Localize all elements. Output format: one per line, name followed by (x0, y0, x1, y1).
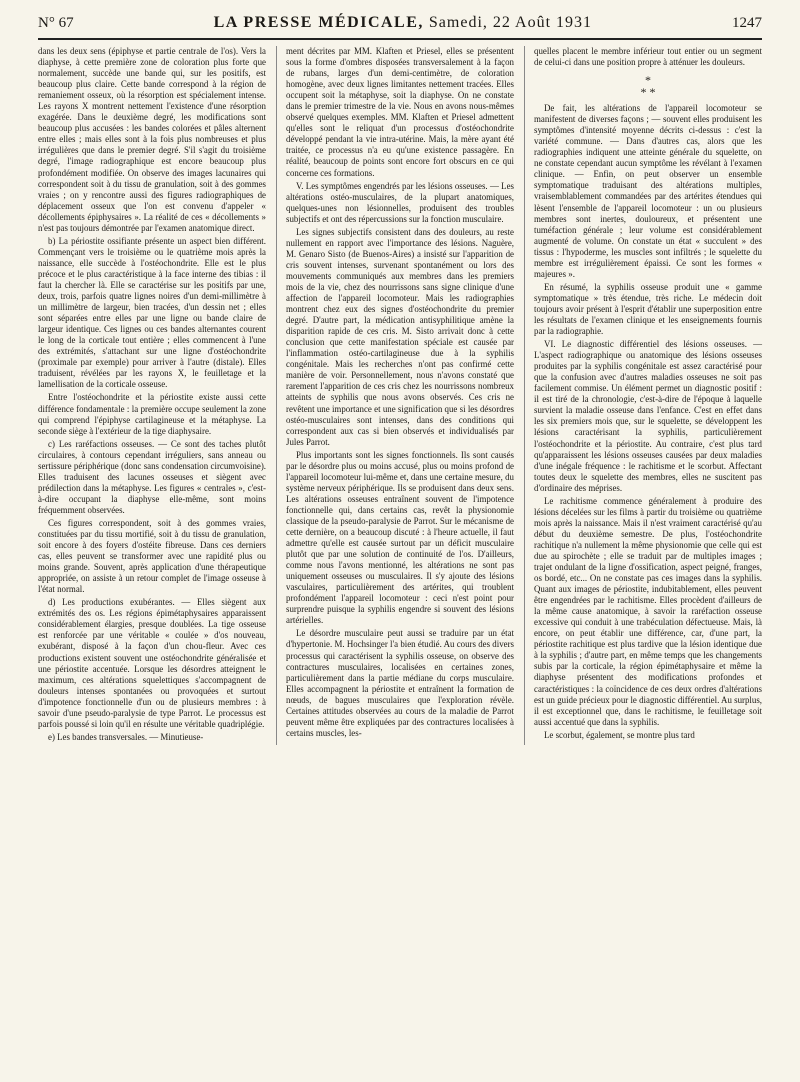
paragraph: quelles placent le membre inférieur tout entier ou un segment de celui-ci dans une position propre à atténuer les douleurs. (534, 46, 762, 68)
paragraph: d) Les productions exubérantes. — Elles siègent aux extrémités des os. Les régions épimétaphysaires apparaissent considérablement élargies, presque doublées. La tige osseuse est renforcée par une véritable « coulée » d'os nouveau, exubérant, disposé à la façon d'un chou-fleur. Avec ces productions existent souvent une ostéochondrite généralisée et une périostite accentuée. Lorsque les désordres atteignent le maximum, ces altérations squelettiques s'accompagnent de douleurs intenses spontanées ou provoquées et surtout d'impotence fonctionnelle d'un ou de plusieurs membres : à savoir d'une pseudo-paralysie de type Parrot. Le processus est parfois poussé si loin qu'il en résulte une véritable quadriplégie. (38, 597, 266, 729)
paragraph: Ces figures correspondent, soit à des gommes vraies, constituées par du tissu mortifié, soit à du tissu de granulation, soit encore à des foyers d'ostéite fibreuse. Dans ces derniers cas, elles peuvent se transformer avec une rapidité plus ou moins grande. Souvent, après application d'une thérapeutique appropriée, on assiste à un retour complet de l'image osseuse à l'état normal. (38, 517, 266, 595)
paragraph: Le scorbut, également, se montre plus tard (544, 729, 695, 740)
journal-title-line (214, 14, 592, 32)
paragraph: ment décrites par MM. Klaften et Priesel, elles se présentent sous la forme d'ombres disposées transversalement à la façon de rubans, larges d'un demi-centimètre, de coloration homogène, avec deux lignes limitantes nettement tracées. Elles occupent soit la métaphyse, soit la diaphyse. On ne constate dans le premier trimestre de la vie. Nous en avons nous-mêmes observé quelques exemples. MM. Klaften et Priesel admettent qu'elles sont le reliquat d'un processus d'ostéochondrite développé pendant la vie intra-utérine. Mais, la mère ayant été traitée, ce processus n'a eu qu'une existence passagère. En réalité, beaucoup de points sont encore fort obscurs en ce qui concerne ces formations. (286, 46, 514, 178)
paragraph: Le désordre musculaire peut aussi se traduire par un état d'hypertonie. M. Hochsinger l'a bien étudié. Au cours des divers processus qui caractérisent la syphilis osseuse, on observe des contractures musculaires, localisées en certaines zones, particulièrement dans la partie médiane du corps musculaire. Elles accompagnent la périostite et entraînent la formation de nœuds, de bagues musculaires que l'exploration révèle. Certaines attitudes observées au cours de la maladie de Parrot peuvent même être expliquées par des contractures localisées à certains muscles, les- (286, 628, 514, 738)
issue-number: N° 67 (38, 15, 74, 31)
column-left (38, 46, 266, 745)
journal-name: LA PRESSE MÉDICALE, (213, 14, 424, 31)
asterisk-top: * (645, 73, 651, 88)
asterisk-bottom: * * (640, 85, 656, 100)
paragraph: Entre l'ostéochondrite et la périostite existe aussi cette différence fondamentale : la première occupe seulement la zone qui comprend l'épiphyse cartilagineuse et la métaphyse. La seconde siège à l'extérieur de la tige diaphysaire. (38, 392, 266, 436)
column-right (524, 46, 762, 745)
paragraph: Le rachitisme commence généralement à produire des lésions décelées sur les films à partir du troisième ou quatrième mois après la naissance. Mais il n'est vraiment caractérisé qu'au début du deuxième semestre. De plus, l'ostéochondrite rachitique n'a nullement la même physionomie que celle qui est due au spirochète ; elle se traduit par de multiples images ; trajet ondulant de la ligne d'ossification, aspect peigné, franges, os bordé, etc... On ne constate pas ces images dans la syphilis. Quant aux images de périostite, indubitablement, elles peuvent être engendrées par le rachitisme. Elles procèdent d'ailleurs de la même cause anatomique, à savoir la raréfaction osseuse excessive qui conduit à une trabéculation défectueuse. Mais, là encore, on peut établir une différence, car, d'une part, la périostite rachitique est plus tardive que la lésion identique due à la syphilis ; d'autre part, en même temps que les changements subis par la corticale, la région épimétaphysaire et même la diaphyse présentent des modifications profondes et caractéristiques : la coïncidence de ces deux ordres d'altérations est un guide précieux pour le diagnostic différentiel. Au surplus, il est exceptionnel que, dans le rachitisme, le feuilletage soit aussi accentué que dans la syphilis. (534, 495, 762, 727)
paragraph: De fait, les altérations de l'appareil locomoteur se manifestent de diverses façons ; — souvent elles produisent les symptômes d'intensité moyenne décrits ci-dessus : c'est la variété commune. — Dans d'autres cas, alors que les radiographies indiquent une atteinte générale du squelette, on ne constate cependant aucun symptôme les révélant à l'examen clinique. — Enfin, on peut observer un ensemble symptomatique traduisant des altérations multiples, vraisemblablement commandées par des artérites étendues qui lèsent l'ensemble de l'appareil locomoteur : un ou plusieurs membres sont inertes, douloureux, et présentent une tuméfaction générale ; leur volume est considérablement augmenté de volume. On constate un état « succulent » des tissus : l'hypoderme, les muscles sont infiltrés ; le squelette du membre est irrégulièrement épaissi. Ce sont les formes « majeures ». (534, 103, 762, 279)
section-separator-asterisks (534, 74, 762, 98)
masthead (38, 14, 762, 40)
page-number: 1247 (732, 15, 762, 31)
paragraph: c) Les raréfactions osseuses. — Ce sont des taches plutôt circulaires, à contours cependant irréguliers, sans anneau ou sertissure périphérique (donc sans condensation circumvoisine). Elles traduisent des lacunes osseuses et siègent avec prédilection dans la métaphyse. Les figures « centrales », c'est-à-dire occupant la diaphyse elle-même, sont moins fréquemment observées. (38, 438, 266, 515)
column-middle (276, 46, 514, 745)
issue-date: Samedi, 22 Août 1931 (428, 14, 593, 31)
text-columns (38, 46, 762, 745)
paragraph: dans les deux sens (épiphyse et partie centrale de l'os). Vers la diaphyse, à cette première zone de coloration plus forte que normalement, succède une bande qui, sur les positifs, est beaucoup plus claire. Cette bande correspond à la région de remaniement osseux, où la résorption est spécialement intense. Les rayons X montrent nettement l'existence d'une résorption exagérée. Dans le deuxième degré, les modifications sont beaucoup plus accusées : les bandes colorées et pâles alternent entre elles ; mais elles sont à la fois plus nombreuses et plus irrégulières que dans le premier degré. S'il s'agit du troisième degré, l'image radiographique est encore beaucoup plus profondément modifiée. On observe des images lacunaires qui correspondent soit à du tissu de granulation, soit à des gommes vraies ; on y rencontre aussi des figures radiographiques de déplacement osseux que l'on est convenu d'appeler « décollements épiphysaires ». La réalité de ces « décollements » n'est pas toujours démontrée par l'examen anatomique direct. (38, 46, 266, 233)
paragraph: Les signes subjectifs consistent dans des douleurs, au reste nullement en rapport avec l'importance des lésions. Naguère, M. Genaro Sisto (de Buenos-Aires) a insisté sur l'apparition de cris souvent intenses, survenant spontanément ou lors des mouvements communiqués aux membres dans les premiers mois de la vie, chez des nourrissons sans signe clinique d'une affection de l'appareil locomoteur. Mais les radiographies montrent chez eux des signes d'ostéochondrite du premier degré. D'autre part, la médication antisyphilitique amène la disparition rapide de ces cris. M. Sisto arrivait donc à cette conclusion que cette manifestation spéciale est causée par l'inflammation ostéo-cartilagineuse due à la syphilis congénitale. Mais les recherches n'ont pas confirmé cette manière de voir. Personnellement, nous n'avons constaté que rarement l'apparition de ces cris chez les nourrissons nombreux atteints de syphilis que nous avons observés. Ces cris ne revêtent une importance et une signification que si les désordres ostéo-musculaires sont intenses, dans des conditions qui correspondent aux cas si bien observés et individualisés par Jules Parrot. (286, 226, 514, 447)
paragraph: En résumé, la syphilis osseuse produit une « gamme symptomatique » très étendue, très riche. Le médecin doit toujours avoir présent à l'esprit d'établir une superposition entre les résultats de l'examen clinique et les enseignements fournis par la radiographie. (534, 281, 762, 337)
paragraph: Plus importants sont les signes fonctionnels. Ils sont causés par le désordre plus ou moins accusé, plus ou moins profond de l'appareil locomoteur lui-même et, dans une certaine mesure, du système nerveux périphérique. Ils se produisent dans deux sens. Les altérations osseuses entraînent souvent de l'impotence fonctionnelle qui, dans certains cas, revêt la physionomie classique de la pseudo-paralysie de Parrot. Sur le mécanisme de cette dernière, on a beaucoup discuté : à l'heure actuelle, il faut admettre qu'elle est causée surtout par un déficit musculaire plutôt que par une solution de continuité de l'os. D'ailleurs, comme nous l'avons mentionné, les altérations ne sont pas uniquement osseuses ou musculaires. Il s'y ajoute des lésions vasculaires, particulièrement des artérites, qui troublent profondément l'appareil locomoteur : ceci n'est point pour surprendre puisque la syphilis engendre si souvent des lésions artérielles. (286, 449, 514, 626)
section-heading-paragraph: VI. Le diagnostic différentiel des lésions osseuses. — L'aspect radiographique ou anatomique des lésions osseuses produites par la syphilis congénitale est assez caractérisé pour que la confusion avec d'autres maladies osseuses ne soit pas facilement commise. Un élément permet un diagnostic positif : il est tiré de la chronologie, c'est-à-dire de l'époque à laquelle survient la maladie osseuse dans l'enfance. C'est en effet dans les six premiers mois que, sur le squelette, se développent les lésions caractérisant la syphilis, particulièrement l'ostéochondrite et la périostite. Au contraire, c'est plus tard qu'apparaissent les lésions osseuses causées par deux maladies d'une inégale fréquence : le rachitisme et le scorbut. Affectant toutes deux le squelette des membres, elles ne suscitent pas d'ordinaire des méprises. (534, 339, 762, 493)
paragraph: e) Les bandes transversales. — Minutieuse- (48, 731, 204, 742)
section-heading-paragraph: V. Les symptômes engendrés par les lésions osseuses. — Les altérations ostéo-musculaires, de la plupart anatomiques, quelques-unes non lésionnelles, produisent des troubles subjectifs et ont des répercussions sur la fonction musculaire. (286, 180, 514, 224)
paragraph: b) La périostite ossifiante présente un aspect bien différent. Commençant vers le troisième ou le quatrième mois après la naissance, elle succède à l'ostéochondrite. Elle est le plus précoce et le plus caractéristique à la face interne des tibias : il faut la chercher là. Elle se caractérise sur les positifs par une, deux, trois, parfois quatre lignes noires d'un demi-millimètre à un millimètre de largeur, bien tracées, d'un dessin net ; elles sont séparées entre elles par une ligne ou bande claire de largeur identique. Ces lignes ou ces bandes alternantes courent le long de la corticale tout entière ; elles commencent à l'une des extrémités, s'attachant sur une ligne d'ostéochondrite (proximale par exemple) pour arriver à l'autre (distale). Elles traduisent, révélées par les rayons X, le feuilletage et la lamellisation de la corticale osseuse. (38, 235, 266, 390)
